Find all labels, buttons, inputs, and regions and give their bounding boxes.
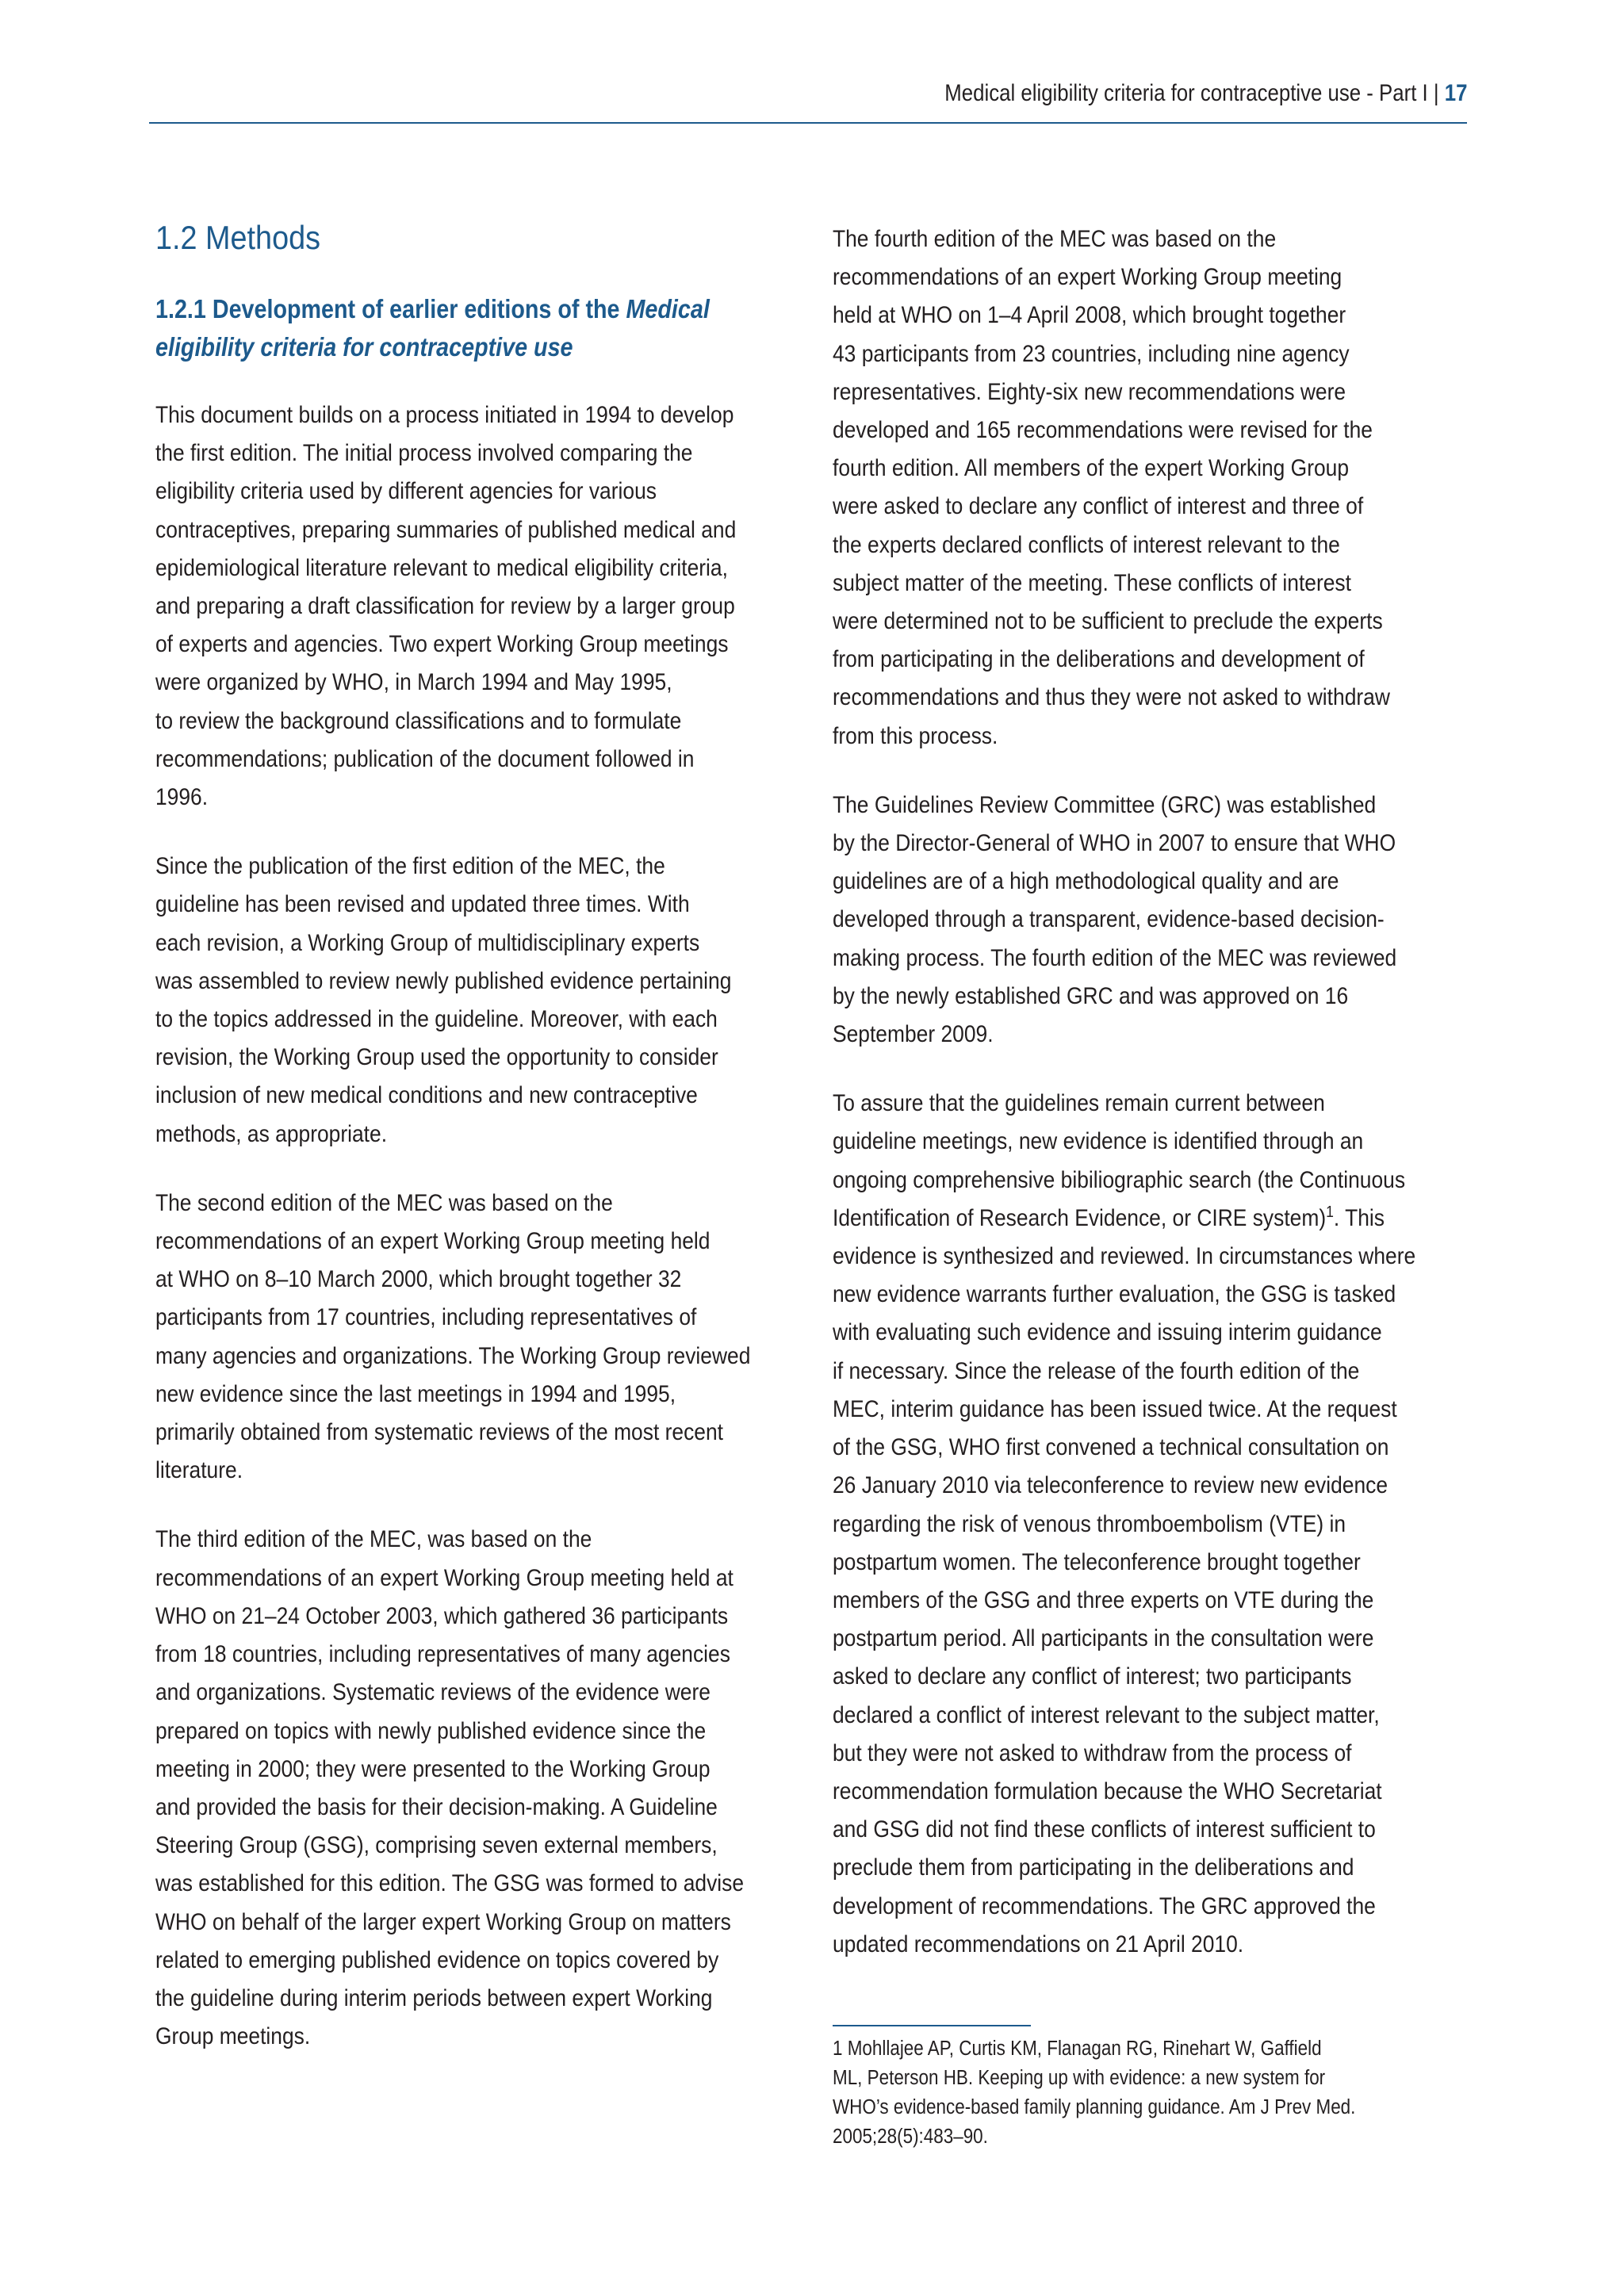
text-line: the guideline during interim periods between expert Working: [155, 1984, 713, 2011]
text-line: many agencies and organizations. The Working Group reviewed: [155, 1342, 751, 1369]
text-line: postpartum period. All participants in the consultation were: [833, 1625, 1374, 1652]
text-segment: . This: [1333, 1204, 1385, 1231]
body-paragraph: [833, 1085, 1475, 1964]
text-line: by the newly established GRC and was approved on 16: [833, 982, 1349, 1009]
text-line: WHO on behalf of the larger expert Working Group on matters: [155, 1908, 731, 1935]
text-line: and GSG did not find these conflicts of interest sufficient to: [833, 1816, 1376, 1843]
text-line: from 18 countries, including representatives of many agencies: [155, 1641, 730, 1668]
text-line: The fourth edition of the MEC was based on the: [833, 226, 1277, 252]
text-line: guidelines are of a high methodological quality and are: [833, 868, 1339, 895]
text-line: This document builds on a process initiated in 1994 to develop: [155, 402, 734, 428]
text-line: and organizations. Systematic reviews of the evidence were: [155, 1679, 710, 1706]
text-line: updated recommendations on 21 April 2010.: [833, 1931, 1244, 1957]
text-line: The third edition of the MEC, was based on the: [155, 1526, 592, 1553]
text-line: postpartum women. The teleconference brought together: [833, 1548, 1361, 1575]
text-line: the first edition. The initial process involved comparing the: [155, 440, 693, 467]
text-line: guideline meetings, new evidence is identified through an: [833, 1128, 1364, 1155]
text-line: to review the background classifications and to formulate: [155, 707, 682, 734]
text-line: The second edition of the MEC was based on the: [155, 1189, 613, 1216]
text-line: were asked to declare any conflict of interest and three of: [833, 493, 1364, 520]
text-line: asked to declare any conflict of interest; two participants: [833, 1663, 1352, 1690]
text-line: was assembled to review newly published evidence pertaining: [155, 967, 732, 994]
text-line: new evidence warrants further evaluation, the GSG is tasked: [833, 1281, 1396, 1308]
text-line: literature.: [155, 1457, 243, 1484]
text-line: prepared on topics with newly published evidence since the: [155, 1717, 707, 1744]
text-line: recommendations of an expert Working Group meeting held: [155, 1228, 710, 1255]
text-line: methods, as appropriate.: [155, 1120, 388, 1147]
text-line: but they were not asked to withdraw from the process of: [833, 1739, 1352, 1766]
body-paragraph: [155, 396, 798, 817]
text-line: meeting in 2000; they were presented to the Working Group: [155, 1755, 710, 1782]
text-line: at WHO on 8–10 March 2000, which brought together 32: [155, 1266, 682, 1293]
right-paragraphs: [833, 220, 1475, 1964]
subsection-title-italic-2: eligibility criteria for contraceptive use: [155, 332, 573, 362]
page-number: 17: [1444, 80, 1467, 106]
text-line: development of recommendations. The GRC approved the: [833, 1892, 1376, 1919]
header-separator: |: [1433, 80, 1439, 106]
subsection-title-line-2: [155, 328, 714, 366]
text-line: September 2009.: [833, 1021, 994, 1048]
body-paragraph: [833, 786, 1475, 1054]
text-line: to the topics addressed in the guideline. Moreover, with each: [155, 1006, 718, 1033]
text-line: of experts and agencies. Two expert Working Group meetings: [155, 631, 729, 658]
text-line: Steering Group (GSG), comprising seven external members,: [155, 1832, 718, 1859]
text-line: new evidence since the last meetings in 1994 and 1995,: [155, 1380, 676, 1407]
footnote: [833, 2034, 1467, 2152]
body-paragraph: [833, 220, 1475, 756]
section-title: 1.2 Methods: [155, 219, 321, 256]
subsection-title-prefix: 1.2.1 Development of earlier editions of the: [155, 294, 620, 323]
text-line: declared a conflict of interest relevant to the subject matter,: [833, 1701, 1380, 1728]
text-line: recommendations and thus they were not asked to withdraw: [833, 684, 1390, 711]
footnote-line: 2005;28(5):483–90.: [833, 2126, 988, 2148]
text-line: To assure that the guidelines remain current between: [833, 1090, 1325, 1117]
text-line: if necessary. Since the release of the fourth edition of the: [833, 1357, 1360, 1384]
text-line: representatives. Eighty-six new recommendations were: [833, 378, 1346, 405]
text-line: each revision, a Working Group of multidisciplinary experts: [155, 929, 700, 956]
text-line: revision, the Working Group used the opportunity to consider: [155, 1044, 718, 1071]
text-line: recommendations of an expert Working Group meeting: [833, 264, 1342, 291]
subsection-title-line-1: [155, 290, 714, 328]
text-line: regarding the risk of venous thromboembolism (VTE) in: [833, 1510, 1346, 1537]
text-line: related to emerging published evidence on topics covered by: [155, 1946, 719, 1973]
text-line: of the GSG, WHO first convened a technical consultation on: [833, 1434, 1389, 1461]
footnote-reference: 1: [1326, 1203, 1334, 1221]
text-line: ongoing comprehensive bibiliographic search (the Continuous: [833, 1166, 1406, 1193]
text-line: 26 January 2010 via teleconference to review new evidence: [833, 1472, 1388, 1499]
text-line: from participating in the deliberations and development of: [833, 646, 1365, 673]
text-line: was established for this edition. The GSG was formed to advise: [155, 1870, 745, 1897]
footnote-line: ML, Peterson HB. Keeping up with evidence: a new system for: [833, 2067, 1326, 2089]
text-line: WHO on 21–24 October 2003, which gathered 36 participants: [155, 1602, 729, 1629]
text-line-with-footnote: [833, 1200, 1398, 1238]
text-line: 43 participants from 23 countries, including nine agency: [833, 340, 1350, 367]
text-line: The Guidelines Review Committee (GRC) was established: [833, 791, 1377, 818]
text-line: developed and 165 recommendations were revised for the: [833, 417, 1373, 444]
text-line: developed through a transparent, evidence-based decision-: [833, 906, 1385, 933]
text-line: primarily obtained from systematic reviews of the most recent: [155, 1419, 723, 1446]
text-line: inclusion of new medical conditions and new contraceptive: [155, 1082, 698, 1109]
text-line: subject matter of the meeting. These conflicts of interest: [833, 569, 1351, 596]
text-line: preclude them from participating in the deliberations and: [833, 1854, 1354, 1881]
body-paragraph: [155, 1521, 798, 2056]
footnote-rule: [833, 2025, 1031, 2026]
subsection-title-italic-1: Medical: [626, 294, 710, 323]
text-line: and preparing a draft classification for review by a larger group: [155, 593, 735, 620]
text-line: with evaluating such evidence and issuing interim guidance: [833, 1319, 1382, 1346]
text-line: were determined not to be sufficient to preclude the experts: [833, 608, 1383, 635]
text-line: MEC, interim guidance has been issued twice. At the request: [833, 1395, 1397, 1422]
text-line: were organized by WHO, in March 1994 and May 1995,: [155, 669, 672, 696]
page-header: [149, 76, 1467, 124]
text-line: Group meetings.: [155, 2023, 311, 2050]
text-line: recommendations of an expert Working Group meeting held at: [155, 1564, 733, 1591]
text-line: guideline has been revised and updated three times. With: [155, 891, 690, 918]
body-paragraph: [155, 1184, 798, 1490]
text-line: epidemiological literature relevant to medical eligibility criteria,: [155, 554, 728, 581]
right-column: [833, 220, 1475, 1995]
text-line: and provided the basis for their decision-making. A Guideline: [155, 1793, 718, 1820]
text-line: the experts declared conflicts of interest relevant to the: [833, 531, 1340, 558]
text-line: Since the publication of the first edition of the MEC, the: [155, 853, 665, 880]
left-paragraphs: [155, 396, 798, 2056]
body-paragraph: [155, 848, 798, 1154]
footnote-line: 1 Mohllajee AP, Curtis KM, Flanagan RG, Rinehart W, Gaffield: [833, 2038, 1322, 2060]
text-line: members of the GSG and three experts on VTE during the: [833, 1586, 1374, 1613]
text-segment: Identification of Research Evidence, or CIRE system): [833, 1204, 1327, 1231]
subsection-title: [155, 290, 798, 366]
text-line: recommendation formulation because the WHO Secretariat: [833, 1777, 1382, 1804]
text-line: evidence is synthesized and reviewed. In circumstances where: [833, 1243, 1416, 1270]
text-line: 1996.: [155, 784, 209, 811]
text-line: contraceptives, preparing summaries of published medical and: [155, 516, 737, 543]
text-line: by the Director-General of WHO in 2007 to ensure that WHO: [833, 830, 1396, 857]
text-line: fourth edition. All members of the expert Working Group: [833, 455, 1350, 482]
footnote-line: WHO’s evidence-based family planning guidance. Am J Prev Med.: [833, 2096, 1356, 2118]
text-line: making process. The fourth edition of the MEC was reviewed: [833, 944, 1397, 971]
text-line: eligibility criteria used by different agencies for various: [155, 478, 657, 505]
header-text: [944, 79, 1467, 108]
header-title: Medical eligibility criteria for contraceptive use - Part I: [944, 80, 1428, 106]
text-line: recommendations; publication of the document followed in: [155, 745, 695, 772]
text-line: held at WHO on 1–4 April 2008, which brought together: [833, 302, 1346, 329]
text-line: from this process.: [833, 722, 998, 749]
left-column: [155, 214, 798, 2087]
text-line: participants from 17 countries, including representatives of: [155, 1304, 697, 1331]
